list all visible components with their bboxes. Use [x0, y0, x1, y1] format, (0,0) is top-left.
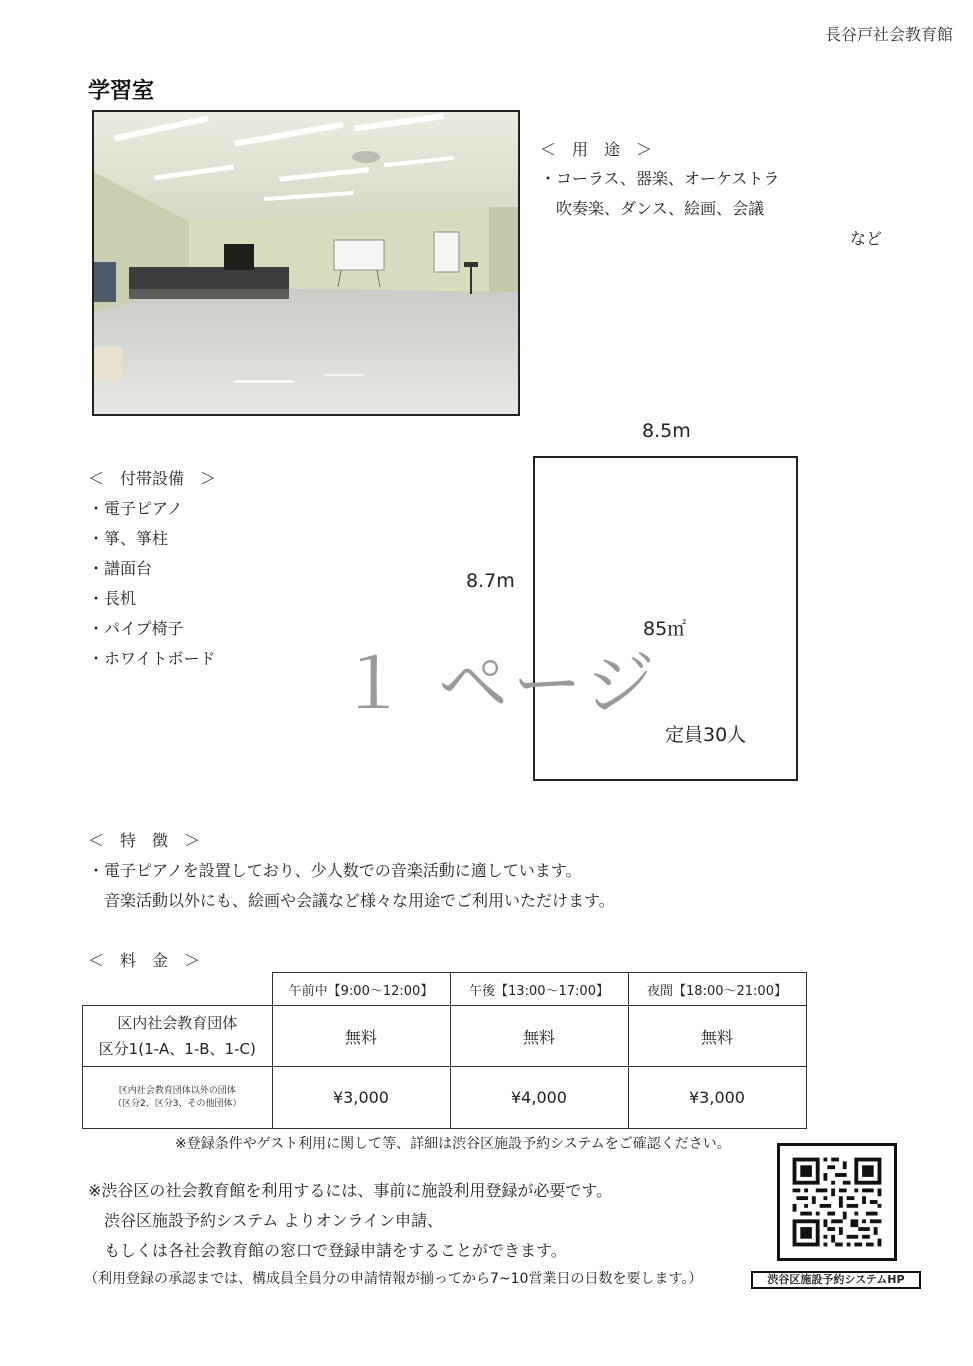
- fee-note: ※登録条件やゲスト利用に関して等、詳細は渋谷区施設予約システムをご確認ください。: [175, 1136, 731, 1152]
- table-row: [83, 1006, 807, 1067]
- qr-code-label: 渋谷区施設予約システムHP: [751, 1271, 921, 1289]
- plan-depth-label: 8.7m: [466, 570, 515, 592]
- plan-capacity-label: 定員30人: [665, 724, 747, 746]
- features-line-2: 音楽活動以外にも、絵画や会議など様々な用途でご利用いただけます。: [88, 891, 615, 910]
- fee-row-label-line: 区内社会教育団体以外の団体: [118, 1085, 236, 1096]
- organization-name: 長谷戸社会教育館: [824, 25, 953, 44]
- fee-cell: ¥4,000: [450, 1067, 628, 1129]
- room-photo: [92, 110, 520, 416]
- fee-cell: ¥3,000: [272, 1067, 450, 1129]
- fee-table: [82, 972, 807, 1129]
- fee-row-label: [83, 1067, 273, 1129]
- equipment-item: ・譜面台: [88, 559, 153, 578]
- fee-cell: 無料: [628, 1006, 806, 1067]
- features-heading: ＜ 特 徴 ＞: [88, 831, 201, 850]
- equipment-item: ・長机: [88, 589, 137, 608]
- uses-line-1: ・コーラス、器楽、オーケストラ: [540, 169, 780, 188]
- uses-line-3: など: [850, 229, 883, 248]
- table-row: [83, 1067, 807, 1129]
- registration-line-2: 渋谷区施設予約システム よりオンライン申請、: [88, 1211, 444, 1230]
- fee-row-label: [83, 1006, 273, 1067]
- fee-row-label-line: （区分2、区分3、その他団体）: [113, 1098, 242, 1109]
- qr-code-icon[interactable]: [780, 1146, 894, 1258]
- equipment-item: ・パイプ椅子: [88, 619, 184, 638]
- fees-heading: ＜ 料 金 ＞: [88, 951, 201, 970]
- plan-area-label: 85㎡: [643, 618, 687, 640]
- fee-table-header-row: [83, 973, 807, 1006]
- equipment-item: ・電子ピアノ: [88, 499, 183, 518]
- registration-line-4: （利用登録の承認までは、構成員全員分の申請情報が揃ってから7~10営業日の日数を要します。）: [84, 1271, 703, 1287]
- fee-column-header: 午後【13:00～17:00】: [450, 973, 628, 1006]
- features-line-1: ・電子ピアノを設置しており、少人数での音楽活動に適しています。: [88, 861, 582, 880]
- fee-column-header: 午前中【9:00～12:00】: [272, 973, 450, 1006]
- registration-line-1: ※渋谷区の社会教育館を利用するには、事前に施設利用登録が必要です。: [88, 1181, 613, 1200]
- equipment-item: ・箏、箏柱: [88, 529, 169, 548]
- page-watermark: １ ページ: [338, 643, 659, 725]
- plan-width-label: 8.5m: [642, 420, 691, 442]
- qr-code-frame[interactable]: [777, 1143, 897, 1261]
- equipment-heading: ＜ 付帯設備 ＞: [88, 469, 217, 488]
- registration-line-3: もしくは各社会教育館の窓口で登録申請をすることができます。: [88, 1241, 567, 1260]
- fee-cell: 無料: [450, 1006, 628, 1067]
- uses-heading: ＜ 用 途 ＞: [540, 140, 653, 159]
- room-title: 学習室: [88, 79, 155, 104]
- fee-cell: 無料: [272, 1006, 450, 1067]
- fee-cell: ¥3,000: [628, 1067, 806, 1129]
- fee-column-header: 夜間【18:00～21:00】: [628, 973, 806, 1006]
- fee-row-label-line: 区分1(1-A、1-B、1-C): [98, 1040, 256, 1058]
- fee-row-label-line: 区内社会教育団体: [117, 1014, 238, 1032]
- uses-line-2: 吹奏楽、ダンス、絵画、会議: [540, 199, 765, 218]
- equipment-item: ・ホワイトボード: [88, 649, 216, 668]
- fee-table-corner: [83, 973, 273, 1006]
